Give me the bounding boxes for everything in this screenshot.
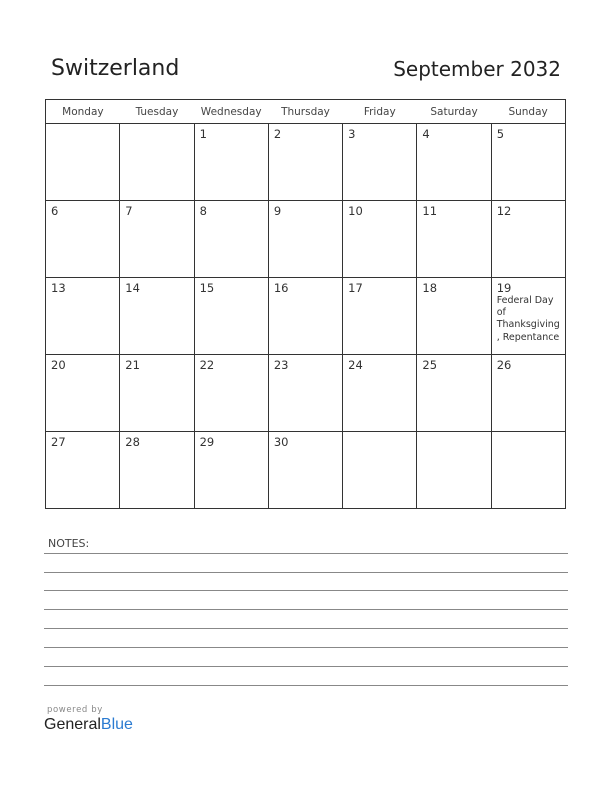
powered-by-text: powered by (47, 705, 103, 715)
day-number: 9 (273, 204, 282, 218)
day-cell (491, 432, 565, 509)
weekday-header: Saturday (417, 100, 491, 124)
day-number: 1 (199, 127, 207, 141)
day-number: 11 (422, 204, 438, 218)
day-cell (343, 278, 417, 355)
week-row (46, 432, 566, 509)
weekday-header: Friday (343, 100, 417, 124)
day-cell (268, 355, 342, 432)
day-cell (46, 124, 120, 201)
day-number: 2 (273, 127, 282, 141)
day-number: 10 (348, 204, 363, 218)
brand-logo (44, 716, 133, 734)
day-cell (343, 355, 417, 432)
weekday-header-row (46, 100, 566, 124)
day-cell (417, 124, 491, 201)
day-number: 8 (199, 204, 207, 218)
note-line (44, 572, 568, 573)
week-row (46, 355, 566, 432)
day-cell (120, 201, 194, 278)
day-cell (194, 124, 268, 201)
weekday-header: Wednesday (194, 100, 268, 124)
day-number: 15 (199, 281, 215, 295)
day-cell (491, 355, 565, 432)
note-line (44, 553, 568, 554)
country-title: Switzerland (51, 56, 180, 81)
week-row (46, 201, 566, 278)
day-cell (46, 278, 120, 355)
day-number: 17 (348, 281, 363, 295)
week-row (46, 278, 566, 355)
day-cell (417, 278, 491, 355)
day-cell (491, 201, 565, 278)
weekday-header: Tuesday (120, 100, 194, 124)
day-cell (120, 124, 194, 201)
day-cell (491, 124, 565, 201)
day-cell (194, 278, 268, 355)
day-number: 27 (51, 435, 66, 449)
day-number: 18 (422, 281, 438, 295)
holiday-label: Federal Day of Thanksgiving, Repentance (496, 295, 560, 343)
day-number: 3 (348, 127, 356, 141)
brand-blue: Blue (100, 716, 133, 733)
day-number: 24 (348, 358, 363, 372)
day-cell (194, 355, 268, 432)
day-cell (120, 432, 194, 509)
day-cell (417, 201, 491, 278)
day-cell (343, 201, 417, 278)
note-line (44, 609, 568, 610)
day-cell (46, 201, 120, 278)
day-cell (268, 278, 342, 355)
note-line (44, 647, 568, 648)
day-number: 5 (496, 127, 505, 141)
day-cell (268, 124, 342, 201)
day-cell (120, 355, 194, 432)
day-number: 4 (422, 127, 430, 141)
note-line (44, 590, 568, 591)
day-cell (46, 432, 120, 509)
note-line (44, 628, 568, 629)
day-cell (343, 432, 417, 509)
weekday-header: Sunday (491, 100, 565, 124)
day-number: 29 (199, 435, 215, 449)
note-line (44, 666, 568, 667)
day-cell (46, 355, 120, 432)
day-number: 19 (496, 281, 512, 295)
day-number: 28 (125, 435, 140, 449)
weekday-header: Monday (46, 100, 120, 124)
day-cell (417, 432, 491, 509)
day-number: 7 (125, 204, 133, 218)
day-number: 6 (51, 204, 59, 218)
notes-label: NOTES: (48, 537, 90, 550)
day-cell (417, 355, 491, 432)
day-cell (343, 124, 417, 201)
day-number: 23 (273, 358, 289, 372)
day-number: 13 (51, 281, 66, 295)
day-number: 21 (125, 358, 140, 372)
week-row (46, 124, 566, 201)
day-number: 12 (496, 204, 512, 218)
day-cell (194, 201, 268, 278)
day-number: 20 (51, 358, 66, 372)
day-number: 22 (199, 358, 215, 372)
day-cell (120, 278, 194, 355)
day-number: 16 (273, 281, 289, 295)
day-number: 26 (496, 358, 512, 372)
day-number: 30 (273, 435, 289, 449)
day-cell (268, 201, 342, 278)
footer-branding (44, 705, 133, 734)
day-number: 25 (422, 358, 438, 372)
note-line (44, 685, 568, 686)
day-number: 14 (125, 281, 140, 295)
month-title: September 2032 (393, 57, 561, 81)
day-cell (268, 432, 342, 509)
brand-general: General (44, 716, 101, 733)
weekday-header: Thursday (268, 100, 342, 124)
day-cell (491, 278, 565, 355)
calendar-grid (45, 99, 566, 509)
day-cell (194, 432, 268, 509)
